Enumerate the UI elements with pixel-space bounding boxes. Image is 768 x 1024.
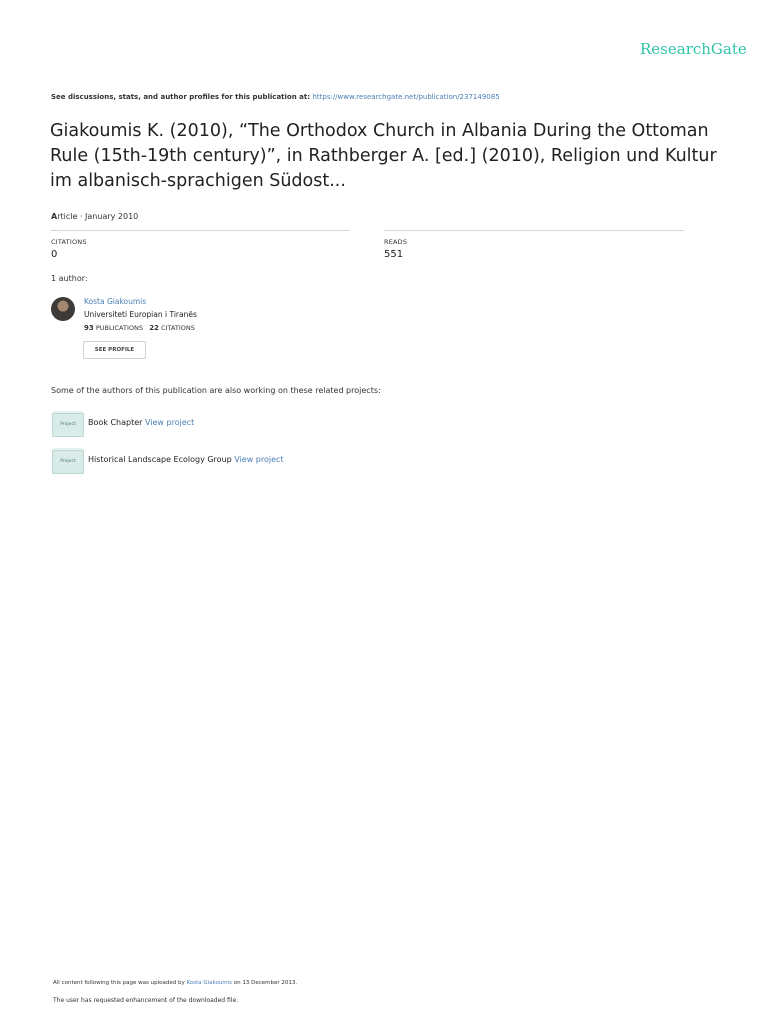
citations-label: CITATIONS [51,238,87,246]
project-item [88,455,284,464]
author-stats [84,324,195,332]
view-project-link[interactable]: View project [144,418,195,427]
researchgate-logo[interactable]: ResearchGate [640,40,747,58]
see-profile-button[interactable]: SEE PROFILE [83,341,146,359]
citations-divider [51,230,350,231]
reads-value: 551 [384,249,404,260]
upload-note-prefix: All content following this page was uploaded by [53,980,187,986]
publication-date: · January 2010 [77,212,139,221]
upload-note [53,980,297,986]
author-citations-label: CITATIONS [161,324,195,332]
project-name: Book Chapter [88,418,143,427]
author-count: 1 author: [51,274,88,283]
project-name: Historical Landscape Ecology Group [88,455,232,464]
upload-note-suffix: on 13 December 2013. [232,980,298,986]
publication-type-rest: rticle [57,212,78,221]
project-icon-label: Project [60,459,76,464]
header-note [51,93,500,101]
publication-title: Giakoumis K. (2010), “The Orthodox Church in Albania During the Ottoman Rule (15th-19th century)”, in Rathberger A. [ed.] (2010), Religion und Kultur im albanisch-sprachigen Südost... [50,121,717,191]
uploader-link[interactable]: Kosta Giakoumis [186,980,233,986]
enhancement-note: The user has requested enhancement of the downloaded file. [53,997,239,1004]
view-project-link[interactable]: View project [234,455,284,464]
author-citations-count: 22 [149,324,159,332]
project-folder-icon [52,413,84,437]
author-avatar[interactable] [51,297,75,321]
publication-url-link[interactable]: https://www.researchgate.net/publication/237149085 [312,93,500,101]
author-institution: Universiteti Europian i Tiranës [84,310,197,319]
publication-meta [51,212,138,221]
project-icon-label: Project [60,422,76,427]
project-folder-icon [52,450,84,474]
reads-divider [384,230,684,231]
related-projects-note: Some of the authors of this publication are also working on these related projects: [51,386,381,395]
publication-type-initial: A [51,212,58,221]
author-name-link[interactable]: Kosta Giakoumis [84,297,147,306]
author-publications-label: PUBLICATIONS [95,324,143,332]
reads-label: READS [384,238,408,246]
header-note-text: See discussions, stats, and author profiles for this publication at: [51,93,313,101]
citations-value: 0 [51,249,58,260]
project-item [88,418,194,427]
author-publications-count: 93 [84,324,94,332]
